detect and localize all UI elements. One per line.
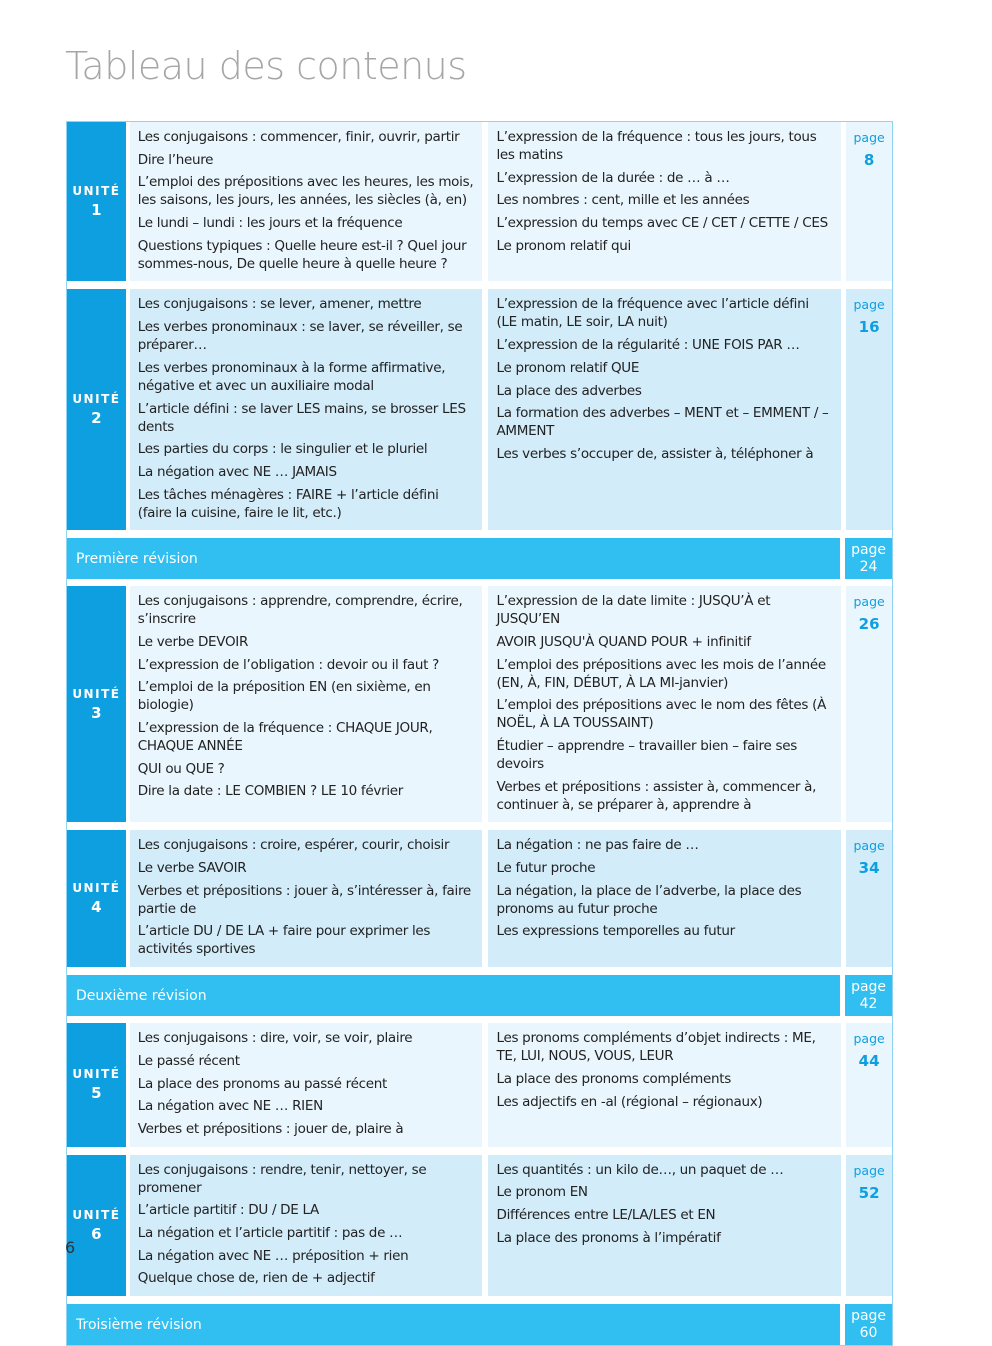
content-item: L’expression de l’obligation : devoir ou il faut ? (137, 656, 440, 673)
content-item: Différences entre LE/LA/LES et EN (496, 1206, 716, 1223)
content-item: Les verbes pronominaux : se laver, se réveiller, se préparer… (137, 319, 463, 354)
unit-page-ref (846, 289, 892, 530)
right-column (488, 830, 841, 967)
page-number-ref: 16 (858, 318, 880, 337)
unit-number: 6 (91, 1224, 102, 1243)
content-item: La place des pronoms à l’impératif (496, 1229, 721, 1246)
page-label: page (851, 979, 887, 996)
content-item: L’expression de la date limite : JUSQU’À et JUSQU’EN (496, 593, 771, 628)
content-item: La négation avec NE … JAMAIS (137, 463, 337, 480)
revision-row (67, 1304, 892, 1345)
unit-row (67, 1023, 892, 1146)
content-item: Le pronom relatif qui (496, 237, 631, 254)
right-column (488, 1155, 841, 1296)
content-item: Dire la date : LE COMBIEN ? LE 10 février (137, 783, 404, 800)
content-item: L’article partitif : DU / DE LA (137, 1202, 319, 1219)
page-number-ref: 24 (859, 559, 878, 576)
content-item: L’expression de la fréquence : CHAQUE JOUR, CHAQUE ANNÉE (137, 720, 433, 754)
content-item: Étudier – apprendre – travailler bien – faire ses devoirs (496, 738, 797, 772)
content-item: Verbes et prépositions : assister à, commencer à, continuer à, se préparer à, apprendre à (496, 778, 817, 813)
page-label: page (853, 1162, 885, 1178)
content-item: Les conjugaisons : commencer, finir, ouvrir, partir (137, 129, 460, 145)
left-column (130, 289, 483, 530)
content-item: La négation : ne pas faire de … (496, 837, 699, 854)
unit-label (67, 122, 126, 281)
content-item: L’expression du temps avec CE / CET / CETTE / CES (496, 215, 828, 232)
unit-label (67, 289, 126, 530)
content-item: L’emploi des prépositions avec les mois de l’année (EN, À, FIN, DÉBUT, À LA MI-janvier) (496, 656, 826, 691)
unit-number: 4 (91, 898, 102, 917)
content-item: L’emploi des prépositions avec les heures, les mois, les saisons, les jours, les années, les siècles (à, en) (137, 174, 474, 209)
content-item: QUI ou QUE ? (137, 760, 225, 777)
page-label: page (853, 297, 885, 313)
unit-row (67, 586, 892, 822)
content-item: L’emploi de la préposition EN (en sixième, en biologie) (137, 679, 431, 714)
page-number-ref: 34 (858, 859, 880, 878)
content-item: Les expressions temporelles au futur (496, 923, 735, 940)
revision-row (67, 538, 892, 579)
unit-word: UNITÉ (72, 881, 121, 896)
content-item: Le lundi – lundi : les jours et la fréquence (137, 215, 403, 232)
content-item: Les adjectifs en -al (régional – régionaux) (496, 1093, 763, 1110)
content-item: Les conjugaisons : se lever, amener, mettre (137, 296, 422, 313)
content-item: La négation avec NE … RIEN (137, 1098, 323, 1115)
unit-number: 2 (91, 409, 102, 428)
content-item: L’expression de la durée : de … à … (496, 169, 730, 186)
unit-number: 1 (91, 201, 102, 220)
page-label: page (853, 594, 885, 610)
content-item: Les parties du corps : le singulier et le pluriel (137, 441, 428, 458)
page-number-ref: 44 (858, 1052, 880, 1071)
content-item: L’expression de la fréquence avec l’article défini (LE matin, LE soir, LA nuit) (496, 296, 809, 331)
revision-title: Deuxième révision (67, 975, 840, 1016)
content-item: Les conjugaisons : rendre, tenir, nettoyer, se promener (137, 1161, 427, 1196)
content-item: AVOIR JUSQU'À QUAND POUR + infinitif (496, 633, 751, 650)
content-item: Le passé récent (137, 1052, 240, 1069)
content-item: L’article DU / DE LA + faire pour exprimer les activités sportives (137, 923, 431, 958)
content-item: Questions typiques : Quelle heure est-il ? Quel jour sommes-nous, De quelle heure à quelle heure ? (137, 237, 467, 272)
revision-page-ref (845, 538, 892, 579)
content-item: Verbes et prépositions : jouer de, plaire à (137, 1120, 404, 1137)
unit-row (67, 289, 892, 530)
page-title: Tableau des contenus (65, 44, 467, 88)
revision-page-ref (845, 1304, 892, 1345)
content-item: La négation et l’article partitif : pas de … (137, 1224, 403, 1241)
right-column (488, 122, 841, 281)
content-item: Les tâches ménagères : FAIRE + l’article défini (faire la cuisine, faire le lit, etc.) (137, 486, 439, 521)
content-item: L’article défini : se laver LES mains, se brosser LES dents (137, 400, 466, 435)
contents-table (66, 121, 893, 1346)
right-column (488, 1023, 841, 1146)
unit-word: UNITÉ (72, 1207, 121, 1222)
right-column (488, 586, 841, 822)
content-item: Le verbe SAVOIR (137, 860, 247, 877)
page-number-ref: 26 (858, 615, 880, 634)
content-item: La formation des adverbes – MENT et – EMMENT / – AMMENT (496, 405, 829, 440)
page-label: page (853, 1031, 885, 1047)
left-column (130, 1023, 483, 1146)
left-column (130, 122, 483, 281)
content-item: L’emploi des prépositions avec le nom des fêtes (À NOËL, À LA TOUSSAINT) (496, 697, 827, 732)
left-column (130, 1155, 483, 1296)
content-item: Verbes et prépositions : jouer à, s’intéresser à, faire partie de (137, 882, 471, 917)
content-item: Les nombres : cent, mille et les années (496, 192, 750, 209)
content-item: La place des pronoms au passé récent (137, 1075, 387, 1092)
unit-page-ref (846, 122, 892, 281)
unit-number: 5 (91, 1084, 102, 1103)
content-item: Les verbes pronominaux à la forme affirmative, négative et avec un auxiliaire modal (137, 359, 446, 394)
page-number-ref: 52 (858, 1183, 880, 1202)
unit-label (67, 830, 126, 967)
right-column (488, 289, 841, 530)
unit-label (67, 1023, 126, 1146)
unit-word: UNITÉ (72, 392, 121, 407)
content-item: Les verbes s’occuper de, assister à, téléphoner à (496, 445, 814, 462)
content-item: L’expression de la régularité : UNE FOIS PAR … (496, 337, 800, 354)
content-item: Le futur proche (496, 860, 596, 877)
content-item: Les conjugaisons : croire, espérer, courir, choisir (137, 837, 450, 854)
revision-title: Troisième révision (67, 1304, 840, 1345)
unit-word: UNITÉ (72, 184, 121, 199)
unit-row (67, 1155, 892, 1296)
content-item: Les pronoms compléments d’objet indirects : ME, TE, LUI, NOUS, VOUS, LEUR (496, 1030, 816, 1065)
revision-page-ref (845, 975, 892, 1016)
unit-label (67, 1155, 126, 1296)
content-item: Le verbe DEVOIR (137, 633, 249, 650)
revision-title: Première révision (67, 538, 840, 579)
page-number-ref: 60 (859, 1325, 878, 1341)
unit-word: UNITÉ (72, 686, 121, 701)
left-column (130, 830, 483, 967)
content-item: Quelque chose de, rien de + adjectif (137, 1270, 375, 1287)
unit-row (67, 122, 892, 281)
content-item: Les conjugaisons : dire, voir, se voir, plaire (137, 1030, 413, 1047)
revision-row (67, 975, 892, 1016)
page-label: page (853, 130, 885, 145)
content-item: Les quantités : un kilo de…, un paquet de … (496, 1161, 784, 1178)
content-item: La négation avec NE … préposition + rien (137, 1247, 409, 1264)
unit-page-ref (846, 1155, 892, 1296)
unit-row (67, 830, 892, 967)
content-item: Les conjugaisons : apprendre, comprendre, écrire, s’inscrire (137, 593, 463, 628)
unit-word: UNITÉ (72, 1067, 121, 1082)
content-item: La négation, la place de l’adverbe, la place des pronoms au futur proche (496, 882, 802, 917)
page-number: 6 (65, 1238, 76, 1257)
content-item: Dire l’heure (137, 151, 214, 168)
content-item: Le pronom relatif QUE (496, 359, 640, 376)
left-column (130, 586, 483, 822)
page-label: page (853, 838, 885, 854)
content-item: L’expression de la fréquence : tous les jours, tous les matins (496, 129, 817, 163)
unit-page-ref (846, 1023, 892, 1146)
unit-number: 3 (91, 703, 102, 722)
page-label: page (851, 1308, 887, 1324)
page-label: page (851, 542, 887, 559)
content-item: Le pronom EN (496, 1184, 588, 1201)
content-item: La place des pronoms compléments (496, 1070, 731, 1087)
unit-page-ref (846, 830, 892, 967)
unit-page-ref (846, 586, 892, 822)
content-item: La place des adverbes (496, 382, 642, 399)
page-number-ref: 42 (859, 996, 878, 1013)
unit-label (67, 586, 126, 822)
page-number-ref: 8 (863, 151, 875, 169)
